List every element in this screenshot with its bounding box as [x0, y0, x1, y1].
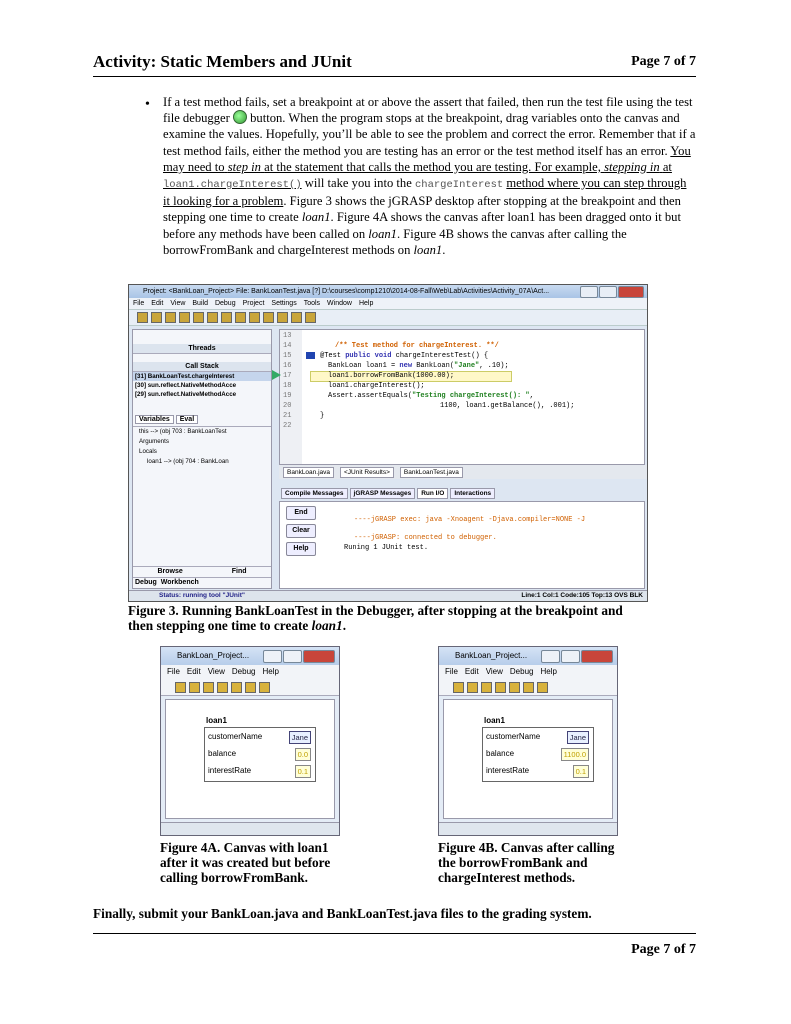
- file-tabs: [279, 465, 647, 479]
- menu-debug[interactable]: Debug: [231, 667, 256, 676]
- variable-loan1[interactable]: loan1 --> (obj 704 : BankLoan: [147, 458, 229, 465]
- field-label: interestRate: [208, 766, 252, 775]
- find-tab[interactable]: Find: [231, 568, 247, 575]
- open-icon[interactable]: [137, 312, 148, 323]
- window-status-bar: [161, 822, 339, 835]
- final-instruction: Finally, submit your BankLoan.java and BankLoanTest.java files to the grading system.: [93, 906, 592, 921]
- field-label: balance: [486, 749, 515, 758]
- close-button[interactable]: [618, 286, 644, 298]
- compile-icon[interactable]: [263, 312, 274, 323]
- instruction-paragraph: If a test method fails, set a breakpoint at or above the assert that failed, then run the test file using the test file debugger button. When the program stops at the breakpoint, drag variables onto the canvas and examine the values. Hopefully, you’ll be able to see the problem and correct the error. Remember that if a test method fails, either the method you are testing has an error or the test method itself has an error. You may need to step in at the statement that calls the method you are testing. For example, stepping in at loan1.chargeInterest() will take you into the chargeInterest method where you can step through it looking for a problem. Figure 3 shows the jGRASP desktop after stopping at the breakpoint and then stepping one time to create loan1. Figure 4A shows the canvas after loan1 has been dragged onto it but before any methods have been called on loan1. Figure 4B shows the canvas after calling the borrowFromBank and chargeInterest methods on loan1.: [163, 95, 696, 257]
- stop-icon[interactable]: [259, 682, 270, 693]
- status-bar: [129, 590, 647, 601]
- menu-view[interactable]: View: [207, 667, 225, 676]
- debug-panel: [132, 329, 272, 589]
- step-icon[interactable]: [495, 682, 506, 693]
- line-number: 15: [283, 352, 292, 360]
- menu-window[interactable]: Window: [327, 300, 352, 307]
- canvas-area[interactable]: [443, 699, 613, 819]
- code-line: @Test public void chargeInterestTest() {: [320, 352, 489, 360]
- stack-frame[interactable]: [30] sun.reflect.NativeMethodAcce: [135, 382, 237, 389]
- menu-edit[interactable]: Edit: [186, 667, 201, 676]
- code-editor[interactable]: [279, 329, 645, 465]
- field-value: 0.1: [295, 765, 311, 778]
- step-icon[interactable]: [217, 682, 228, 693]
- menu-help[interactable]: Help: [358, 300, 374, 307]
- figure-4a-caption: Figure 4A. Canvas with loan1 after it was created but before calling borrowFromBank.: [160, 840, 331, 885]
- debug-tab[interactable]: Debug: [135, 579, 157, 586]
- run-io-panel: [279, 501, 645, 589]
- object-label: loan1: [206, 716, 227, 725]
- minimize-button[interactable]: [580, 286, 598, 298]
- close-button[interactable]: [581, 650, 613, 663]
- object-label: loan1: [484, 716, 505, 725]
- help-button[interactable]: Help: [286, 542, 316, 556]
- save-icon[interactable]: [467, 682, 478, 693]
- canvas-area[interactable]: [165, 699, 335, 819]
- tab-bankloantest-java[interactable]: BankLoanTest.java: [400, 467, 463, 478]
- save-icon[interactable]: [151, 312, 162, 323]
- threads-header: Threads: [133, 344, 271, 354]
- jgrasp-desktop-screenshot: [128, 284, 648, 602]
- cursor-position: Line:1 Col:1 Code:105 Top:13 OVS BLK: [521, 592, 643, 599]
- debug-icon[interactable]: [291, 312, 302, 323]
- output-line: ----jGRASP exec: java -Xnoagent -Djava.compiler=NONE -J: [354, 516, 586, 524]
- canvas-toolbar: [161, 679, 339, 696]
- stack-frame[interactable]: [31] BankLoanTest.chargeInterest: [133, 372, 271, 381]
- canvas-window-4b: [438, 646, 618, 836]
- junit-icon[interactable]: [305, 312, 316, 323]
- code-line: }: [320, 412, 325, 420]
- undo-icon[interactable]: [235, 312, 246, 323]
- maximize-button[interactable]: [599, 286, 617, 298]
- tab-variables[interactable]: Variables: [135, 415, 174, 424]
- menu-file[interactable]: File: [167, 667, 180, 676]
- line-number: 14: [283, 342, 292, 350]
- ide-title-bar: Project: <BankLoan_Project> File: BankLoanTest.java [?] D:\courses\comp1210\2014-08-Fall\Web\Lab\Activities\Activity_07A\Act...: [129, 285, 647, 298]
- maximize-button[interactable]: [561, 650, 580, 663]
- bullet: •: [145, 97, 150, 112]
- new-file-icon[interactable]: [249, 312, 260, 323]
- document-title: Activity: Static Members and JUnit: [93, 52, 352, 71]
- line-number: 20: [283, 402, 292, 410]
- tab-jgrasp-messages[interactable]: jGRASP Messages: [350, 488, 416, 499]
- end-button[interactable]: End: [286, 506, 316, 520]
- canvas-window-4a: [160, 646, 340, 836]
- code-line: BankLoan loan1 = new BankLoan("Jane", .10);: [328, 362, 509, 370]
- menu-build[interactable]: Build: [192, 300, 208, 307]
- menu-edit[interactable]: Edit: [151, 300, 164, 307]
- copy-icon[interactable]: [207, 312, 218, 323]
- clear-button[interactable]: Clear: [286, 524, 316, 538]
- code-line: 1100, loan1.getBalance(), .001);: [440, 402, 575, 410]
- line-number: 22: [283, 422, 292, 430]
- field-value: Jane: [289, 731, 311, 744]
- cut-icon[interactable]: [193, 312, 204, 323]
- line-number: 19: [283, 392, 292, 400]
- tab-bankloan-java[interactable]: BankLoan.java: [283, 467, 334, 478]
- play-icon[interactable]: [231, 682, 242, 693]
- field-value: Jane: [567, 731, 589, 744]
- menu-view[interactable]: View: [170, 300, 186, 307]
- minimize-button[interactable]: [263, 650, 282, 663]
- figure-4b-caption: Figure 4B. Canvas after calling the borrowFromBank and chargeInterest methods.: [438, 840, 615, 885]
- print-icon[interactable]: [179, 312, 190, 323]
- menu-file[interactable]: File: [133, 300, 145, 307]
- variable-locals[interactable]: Locals: [139, 448, 157, 455]
- menu-help[interactable]: Help: [262, 667, 279, 676]
- window-title-bar: BankLoan_Project...: [161, 647, 339, 665]
- canvas-toolbar: [439, 679, 617, 696]
- code-line: /** Test method for chargeInterest. **/: [335, 342, 499, 350]
- window-title-bar: BankLoan_Project...: [439, 647, 617, 665]
- line-number: 13: [283, 332, 292, 340]
- field-label: customerName: [486, 732, 541, 741]
- field-label: balance: [208, 749, 237, 758]
- variable-this[interactable]: this --> (obj 703 : BankLoanTest: [139, 428, 227, 435]
- current-line-arrow-icon: [272, 370, 281, 380]
- field-value: 1100.0: [561, 748, 589, 761]
- window-menu: [439, 665, 617, 679]
- menu-view[interactable]: View: [485, 667, 503, 676]
- menu-help[interactable]: Help: [540, 667, 557, 676]
- page-number: Page 7 of 7: [631, 54, 696, 69]
- pause-icon[interactable]: [245, 682, 256, 693]
- field-label: customerName: [208, 732, 263, 741]
- variable-arguments[interactable]: Arguments: [139, 438, 169, 445]
- line-number: 18: [283, 382, 292, 390]
- window-menu: [161, 665, 339, 679]
- page-header: [93, 52, 696, 77]
- footer-page-number: Page 7 of 7: [631, 942, 696, 957]
- ide-toolbar: [129, 310, 647, 326]
- menu-file[interactable]: File: [445, 667, 458, 676]
- folder-icon[interactable]: [481, 682, 492, 693]
- line-number: 16: [283, 362, 292, 370]
- figure-3-caption: Figure 3. Running BankLoanTest in the Debugger, after stopping at the breakpoint and then stepping one time to create loan1.: [128, 603, 623, 633]
- call-stack-header: Call Stack: [133, 362, 271, 372]
- menu-debug[interactable]: Debug: [214, 300, 236, 307]
- paste-icon[interactable]: [221, 312, 232, 323]
- run-icon[interactable]: [277, 312, 288, 323]
- play-icon[interactable]: [509, 682, 520, 693]
- message-tabs: [279, 487, 645, 499]
- tab-run-io[interactable]: Run I/O: [417, 488, 448, 499]
- stack-frame[interactable]: [29] sun.reflect.NativeMethodAcce: [135, 391, 237, 398]
- tab-eval[interactable]: Eval: [176, 415, 198, 424]
- open-icon[interactable]: [175, 682, 186, 693]
- ide-menu-bar: [129, 298, 647, 310]
- menu-edit[interactable]: Edit: [464, 667, 479, 676]
- field-label: interestRate: [486, 766, 530, 775]
- object-fields: [204, 727, 316, 782]
- code-line: loan1.borrowFromBank(1000.00);: [328, 372, 455, 380]
- folder-icon[interactable]: [165, 312, 176, 323]
- menu-tools[interactable]: Tools: [303, 300, 321, 307]
- line-number: 21: [283, 412, 292, 420]
- save-icon[interactable]: [189, 682, 200, 693]
- open-icon[interactable]: [453, 682, 464, 693]
- stop-icon[interactable]: [537, 682, 548, 693]
- field-value: 0.0: [295, 748, 311, 761]
- output-line: Runing 1 JUnit test.: [344, 544, 429, 552]
- window-status-bar: [439, 822, 617, 835]
- maximize-button[interactable]: [283, 650, 302, 663]
- folder-icon[interactable]: [203, 682, 214, 693]
- code-line: Assert.assertEquals("Testing chargeInterest(): ",: [328, 392, 534, 400]
- browse-tab[interactable]: Browse: [157, 568, 183, 575]
- menu-settings[interactable]: Settings: [271, 300, 297, 307]
- line-number: 17: [283, 372, 292, 380]
- page-footer: [93, 933, 696, 957]
- minimize-button[interactable]: [541, 650, 560, 663]
- debugger-icon: [233, 110, 247, 124]
- object-fields: [482, 727, 594, 782]
- code-line: loan1.chargeInterest();: [328, 382, 425, 390]
- menu-debug[interactable]: Debug: [509, 667, 534, 676]
- output-line: ----jGRASP: connected to debugger.: [354, 534, 497, 542]
- tab-compile-messages[interactable]: Compile Messages: [281, 488, 348, 499]
- menu-project[interactable]: Project: [242, 300, 265, 307]
- pause-icon[interactable]: [523, 682, 534, 693]
- workbench-tab[interactable]: Workbench: [160, 579, 199, 586]
- tab-junit-results[interactable]: <JUnit Results>: [340, 467, 394, 478]
- field-value: 0.1: [573, 765, 589, 778]
- status-text: Status: running tool "JUnit": [159, 592, 245, 599]
- breakpoint-icon[interactable]: [306, 352, 315, 359]
- close-button[interactable]: [303, 650, 335, 663]
- tab-interactions[interactable]: Interactions: [450, 488, 495, 499]
